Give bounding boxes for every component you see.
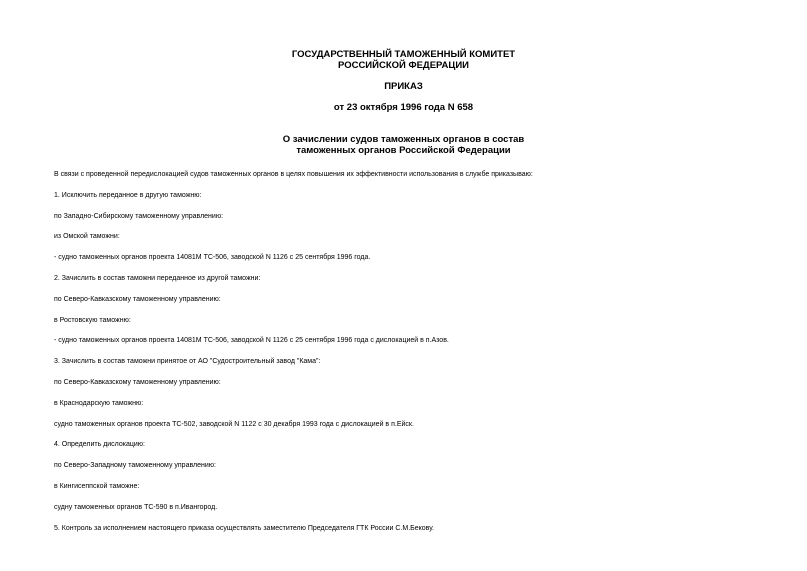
paragraph: судно таможенных органов проекта ТС-502, заводской N 1122 с 30 декабря 1993 года с дислокацией в п.Ейск.: [54, 420, 414, 428]
paragraph: по Северо-Кавказскому таможенному управлению:: [54, 378, 221, 386]
paragraph: - судно таможенных органов проекта 14081М ТС-506, заводской N 1126 с 25 сентября 1996 года с дислокацией в п.Азов.: [54, 337, 449, 345]
paragraph: - судно таможенных органов проекта 14081М ТС-506, заводской N 1126 с 25 сентября 1996 года.: [54, 254, 371, 262]
paragraph: 3. Зачислить в состав таможни принятое от АО "Судостроительный завод "Кама":: [54, 358, 321, 366]
document-body: [54, 170, 767, 544]
paragraph: по Северо-Кавказскому таможенному управлению:: [54, 295, 221, 303]
paragraph: по Северо-Западному таможенному управлению:: [54, 462, 216, 470]
paragraph-intro: В связи с проведенной передислокацией судов таможенных органов в целях повышения их эффективности использования в службе приказываю:: [54, 171, 533, 178]
paragraph: в Ростовскую таможню:: [54, 316, 131, 324]
paragraph: 5. Контроль за исполнением настоящего приказа осуществлять заместителю Председателя ГТК России С.М.Бекову.: [54, 524, 434, 532]
paragraph: из Омской таможни:: [54, 233, 120, 241]
paragraph: в Кингисеппской таможне:: [54, 482, 140, 490]
document-type: ПРИКАЗ: [384, 81, 423, 92]
org-name-line2: РОССИЙСКОЙ ФЕДЕРАЦИИ: [337, 60, 469, 71]
document-subject-line2: таможенных органов Российской Федерации: [296, 145, 511, 156]
paragraph: по Западно-Сибирскому таможенному управлению:: [54, 212, 224, 220]
paragraph: судну таможенных органов ТС-590 в п.Ивангород.: [54, 503, 218, 511]
paragraph: 1. Исключить переданное в другую таможню:: [54, 191, 202, 199]
document-date: от 23 октября 1996 года N 658: [333, 102, 474, 113]
paragraph: 4. Определить дислокацию:: [54, 441, 145, 449]
paragraph: в Краснодарскую таможню:: [54, 399, 144, 407]
paragraph: 2. Зачислить в состав таможни переданное из другой таможни:: [54, 274, 261, 282]
org-name-line1: ГОСУДАРСТВЕННЫЙ ТАМОЖЕННЫЙ КОМИТЕТ: [291, 49, 516, 60]
document-subject-line1: О зачислении судов таможенных органов в состав: [282, 134, 525, 145]
